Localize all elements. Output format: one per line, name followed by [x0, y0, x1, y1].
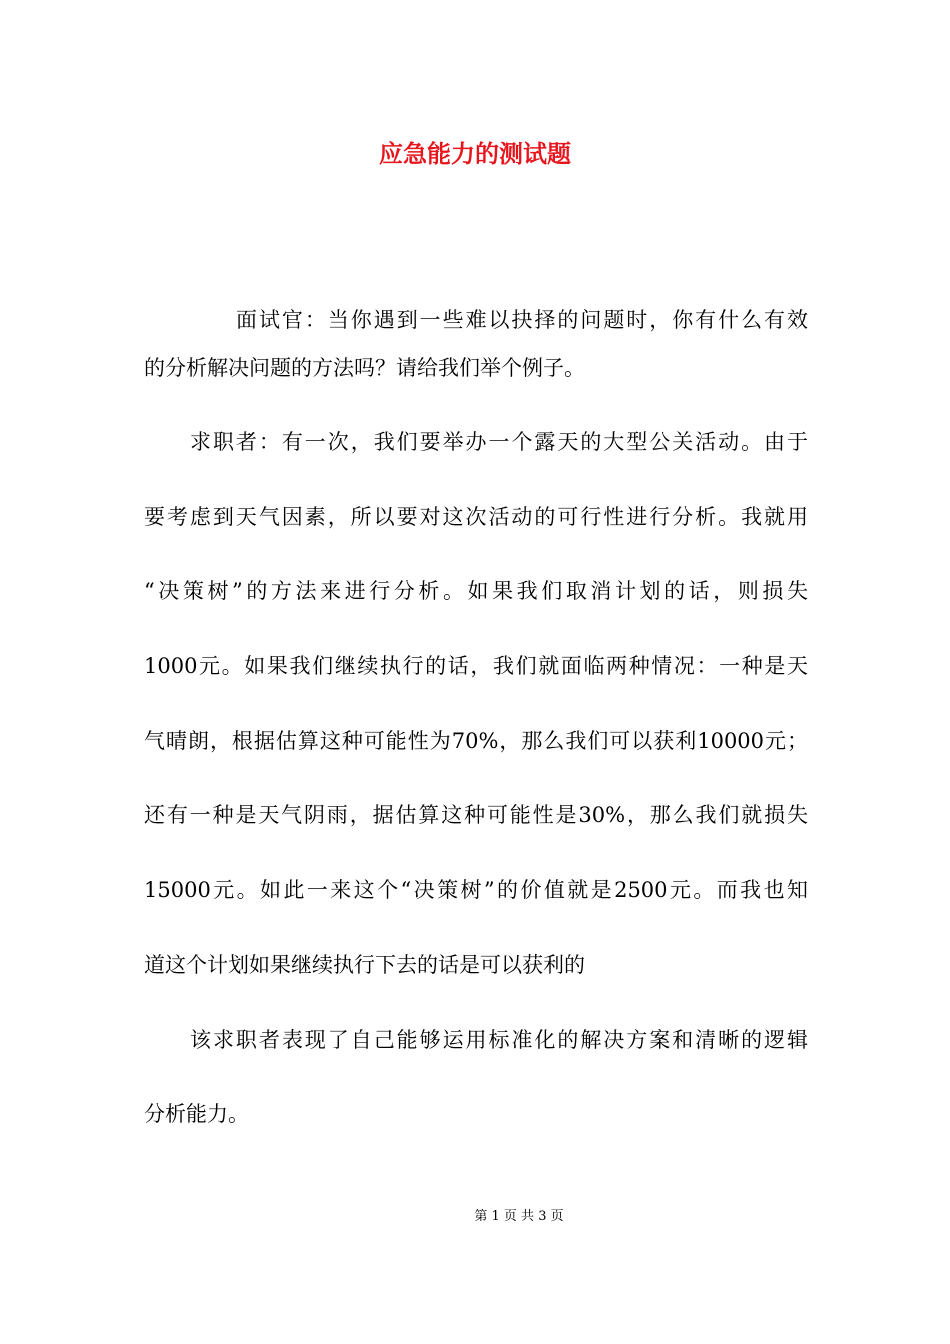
paragraph-line-3: 求职者：有一次，我们要举办一个露天的大型公关活动。由于: [190, 430, 808, 454]
paragraph-line-9: 15000元。如此一来这个“决策树”的价值就是2500元。而我也知: [144, 878, 808, 902]
paragraph-line-1: 面试官：当你遇到一些难以抉择的问题时，你有什么有效: [236, 308, 808, 332]
page-number-footer: 第 1 页 共 3 页: [474, 1209, 564, 1224]
document-title: 应急能力的测试题: [379, 139, 571, 168]
paragraph-line-2: 的分析解决问题的方法吗？请给我们举个例子。: [144, 356, 585, 380]
paragraph-line-8: 还有一种是天气阴雨，据估算这种可能性是30%，那么我们就损失: [144, 803, 808, 827]
paragraph-line-11: 该求职者表现了自己能够运用标准化的解决方案和清晰的逻辑: [190, 1028, 808, 1052]
paragraph-line-12: 分析能力。: [144, 1102, 249, 1126]
paragraph-line-7: 气晴朗，根据估算这种可能性为70%，那么我们可以获利10000元；: [144, 729, 808, 753]
paragraph-line-6: 1000元。如果我们继续执行的话，我们就面临两种情况：一种是天: [144, 654, 808, 678]
paragraph-line-4: 要考虑到天气因素，所以要对这次活动的可行性进行分析。我就用: [144, 505, 808, 529]
paragraph-line-5: “决策树”的方法来进行分析。如果我们取消计划的话，则损失: [144, 579, 808, 603]
paragraph-line-10: 道这个计划如果继续执行下去的话是可以获利的: [144, 953, 585, 977]
